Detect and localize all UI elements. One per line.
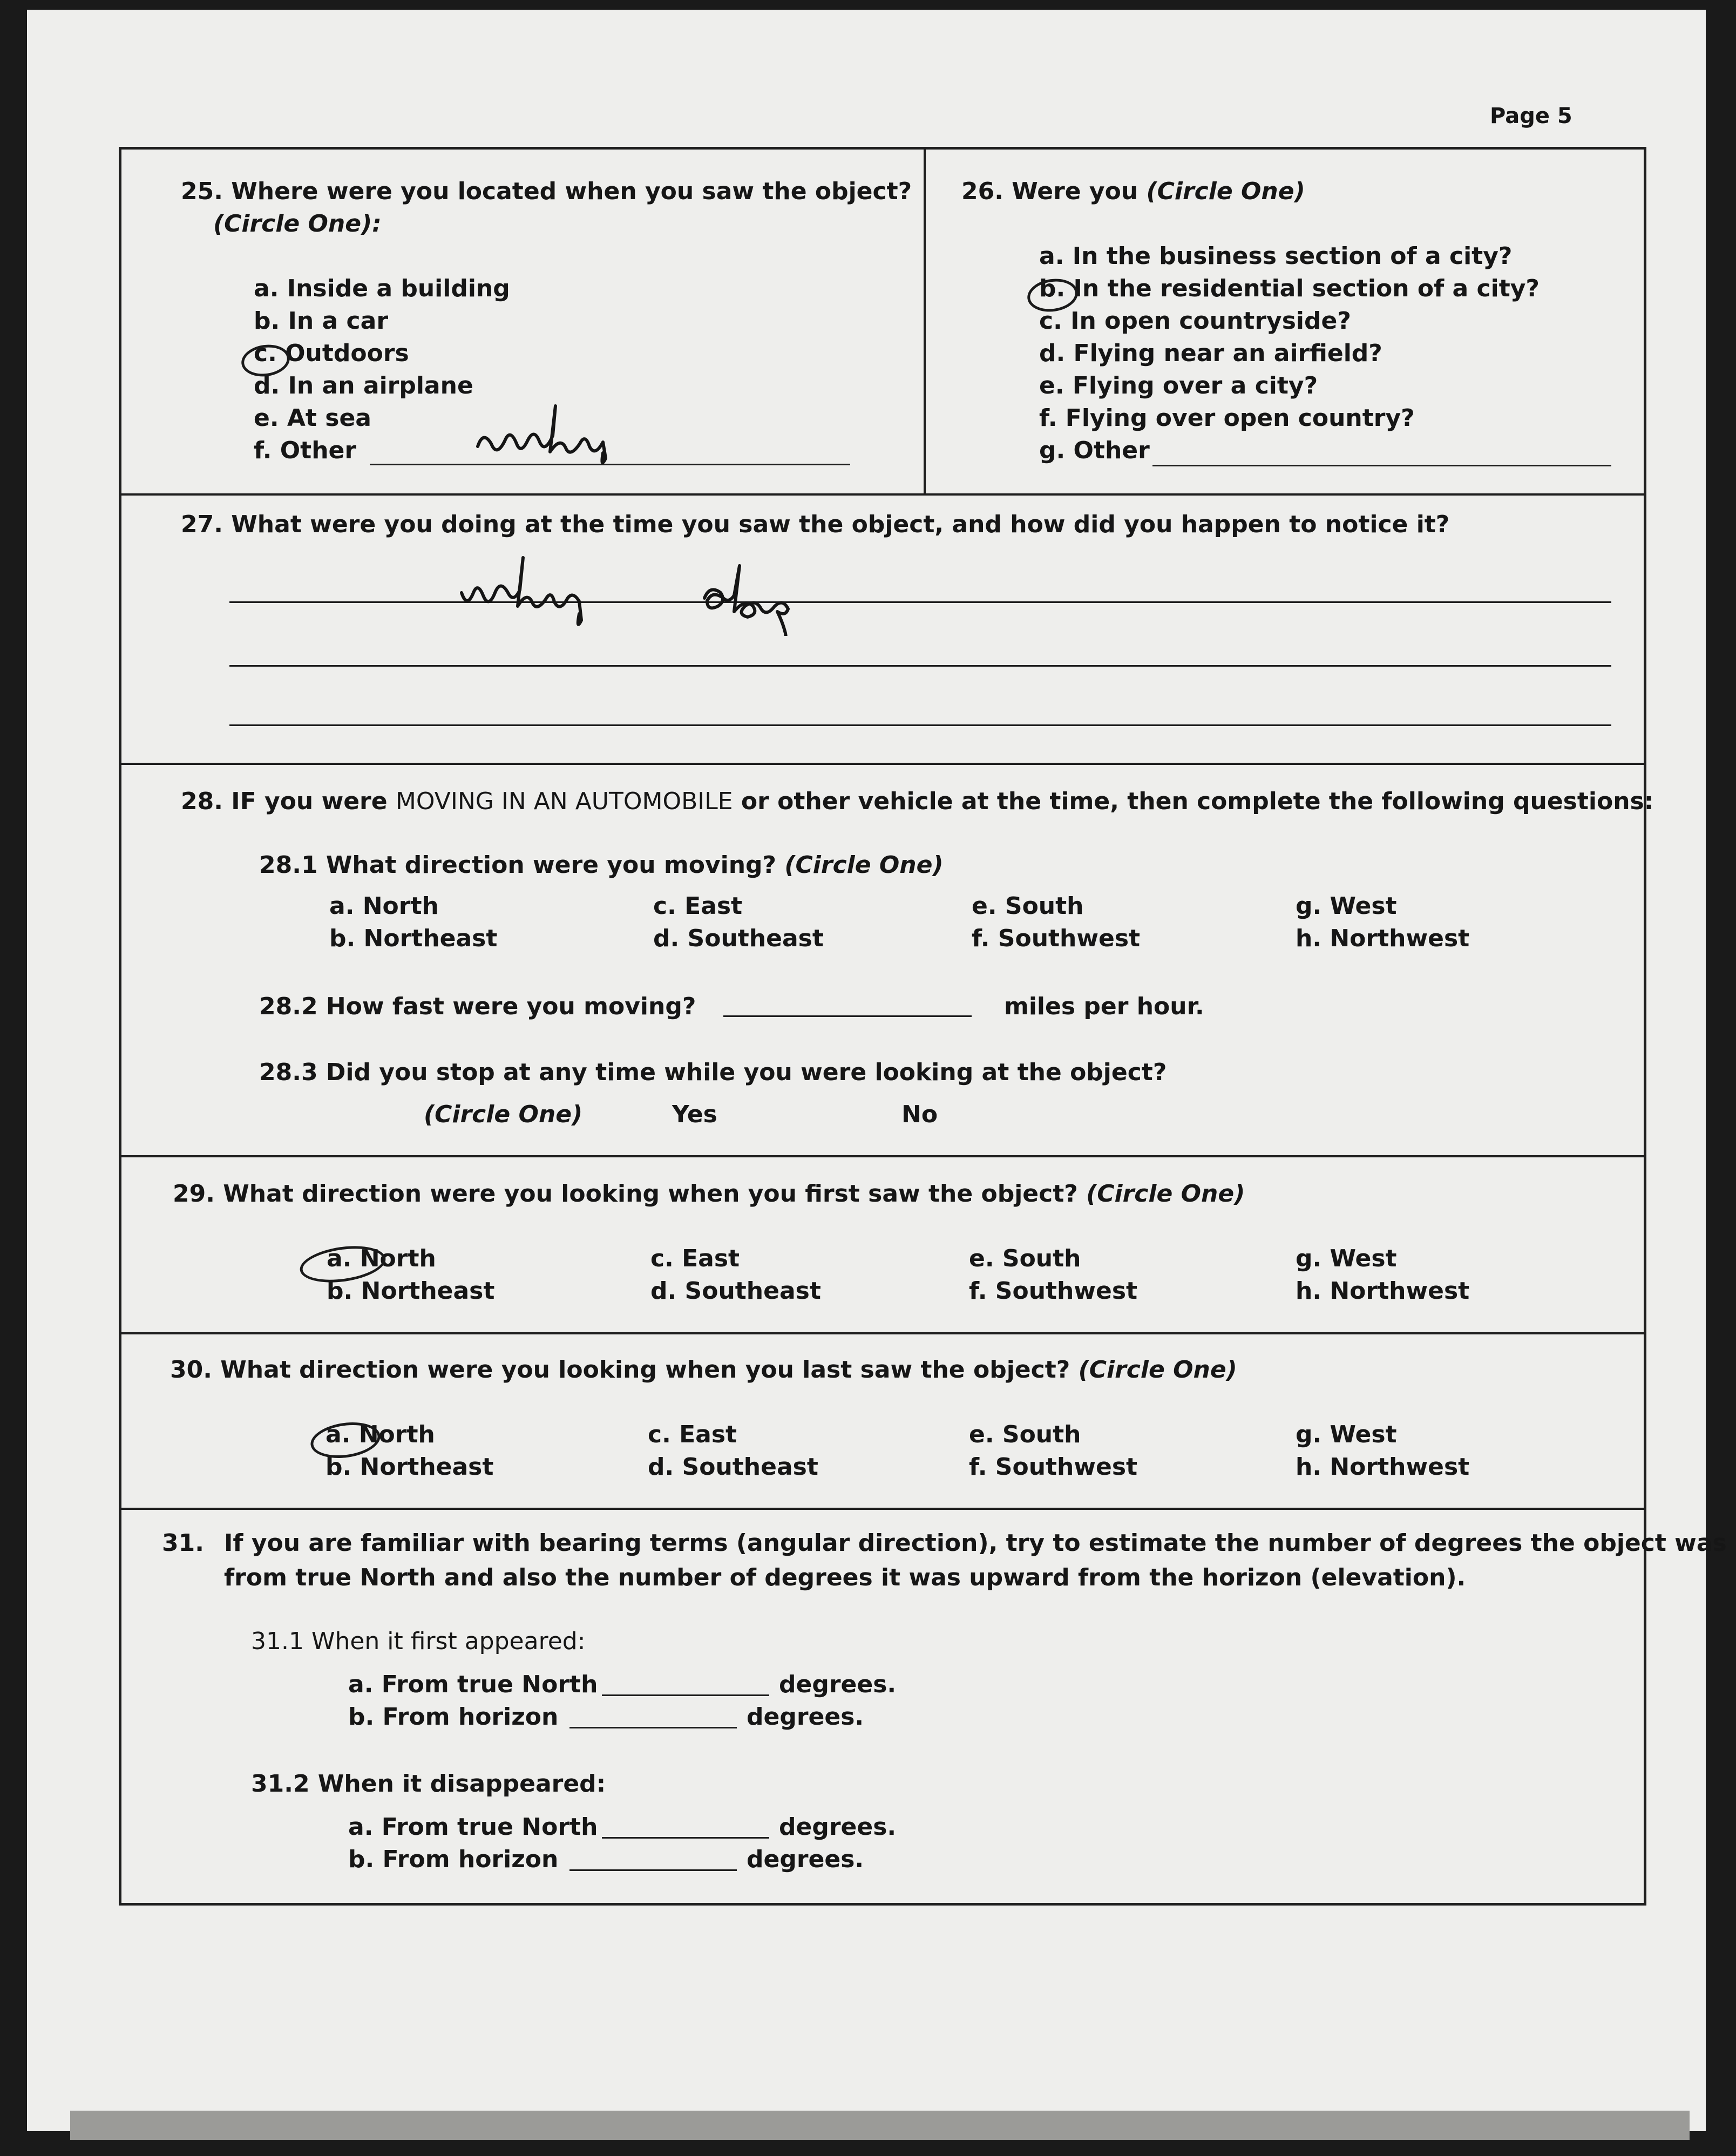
- q27-handwriting: [445, 550, 910, 636]
- questionnaire-form: [119, 147, 1727, 1906]
- q25-option-f[interactable]: f. Other: [254, 437, 357, 464]
- section-28: [121, 765, 1654, 1157]
- q29-option-a[interactable]: a. North: [327, 1245, 436, 1272]
- q30-option-c[interactable]: c. East: [648, 1421, 737, 1448]
- q25-option-d[interactable]: d. In an airplane: [254, 372, 473, 399]
- q26-question-wrap: [961, 178, 1305, 206]
- q28-3-yes[interactable]: Yes: [672, 1101, 717, 1128]
- section-25-26: [121, 150, 1644, 496]
- q28-1-option-e[interactable]: e. South: [972, 892, 1084, 920]
- q29-option-c[interactable]: c. East: [650, 1245, 740, 1272]
- q26-instruction: (Circle One): [1146, 178, 1305, 205]
- q31-1-b: b. From horizon: [348, 1703, 559, 1731]
- q28-question-pre: 28. IF you were: [181, 788, 396, 815]
- q31-1-b-unit: degrees.: [747, 1703, 864, 1731]
- q31-2-label: 31.2 When it disappeared:: [251, 1770, 606, 1798]
- section-27: [121, 496, 1644, 765]
- q31-question-line1: If you are familiar with bearing terms (angular direction), try to estimate the number of degrees the object was: [224, 1529, 1727, 1557]
- q29-option-h[interactable]: h. Northwest: [1296, 1277, 1470, 1305]
- q31-2-b-line[interactable]: [569, 1869, 737, 1871]
- q31-1-b-line[interactable]: [569, 1727, 737, 1728]
- q29-instruction: (Circle One): [1086, 1180, 1245, 1208]
- q31-number: 31.: [162, 1529, 204, 1557]
- q29-option-d[interactable]: d. Southeast: [650, 1277, 821, 1305]
- page-number: Page 5: [1490, 104, 1572, 128]
- q28-1-option-d[interactable]: d. Southeast: [653, 925, 824, 952]
- q28-2-label: 28.2 How fast were you moving?: [259, 993, 696, 1020]
- q28-question-post: or other vehicle at the time, then complete the following questions:: [733, 788, 1654, 815]
- q30-option-f[interactable]: f. Southwest: [969, 1453, 1138, 1481]
- q27-line-1: [229, 601, 1611, 603]
- q31-1-a-line[interactable]: [602, 1694, 769, 1696]
- q26-other-line: [1152, 465, 1611, 466]
- section-29: [121, 1157, 1644, 1334]
- q31-2-a-line[interactable]: [602, 1837, 769, 1839]
- q30-option-g[interactable]: g. West: [1296, 1421, 1397, 1448]
- q25-option-c[interactable]: c. Outdoors: [254, 340, 409, 367]
- q30-question: 30. What direction were you looking when you last saw the object?: [170, 1356, 1070, 1384]
- q29-option-e[interactable]: e. South: [969, 1245, 1081, 1272]
- q28-1-option-g[interactable]: g. West: [1296, 892, 1397, 920]
- q28-1-option-h[interactable]: h. Northwest: [1296, 925, 1470, 952]
- q25-question: 25. Where were you located when you saw the object?: [181, 178, 912, 205]
- q28-1-label: 28.1 What direction were you moving?: [259, 851, 777, 879]
- section-31: [121, 1510, 1727, 1908]
- q30-wrap: [170, 1356, 1237, 1385]
- q25-handwriting: [467, 398, 683, 468]
- q29-wrap: [173, 1180, 1245, 1209]
- q25-option-e[interactable]: e. At sea: [254, 404, 372, 432]
- q28-3-label: 28.3 Did you stop at any time while you were looking at the object?: [259, 1059, 1167, 1086]
- q26-option-c[interactable]: c. In open countryside?: [1039, 307, 1351, 335]
- q26-question: 26. Were you: [961, 178, 1138, 205]
- q31-1-a-unit: degrees.: [779, 1671, 897, 1698]
- q29-option-g[interactable]: g. West: [1296, 1245, 1397, 1272]
- q30-option-e[interactable]: e. South: [969, 1421, 1081, 1448]
- q27-line-3: [229, 724, 1611, 726]
- q28-1-option-b[interactable]: b. Northeast: [329, 925, 498, 952]
- q26-option-g[interactable]: g. Other: [1039, 437, 1150, 464]
- scan-bottom-edge: [70, 2111, 1690, 2140]
- section-30: [121, 1334, 1644, 1510]
- q28-2-unit: miles per hour.: [1004, 993, 1204, 1020]
- q29-option-b[interactable]: b. Northeast: [327, 1277, 495, 1305]
- q31-2-b: b. From horizon: [348, 1846, 559, 1873]
- q25-option-a[interactable]: a. Inside a building: [254, 275, 510, 302]
- q31-2-b-unit: degrees.: [747, 1846, 864, 1873]
- q27-line-2: [229, 665, 1611, 667]
- q26-option-f[interactable]: f. Flying over open country?: [1039, 404, 1415, 432]
- q25-instruction: (Circle One):: [213, 210, 382, 238]
- q31-question-line2: from true North and also the number of degrees it was upward from the horizon (elevation).: [224, 1564, 1466, 1591]
- q26-option-a[interactable]: a. In the business section of a city?: [1039, 242, 1513, 270]
- q31-2-a: a. From true North: [348, 1813, 598, 1841]
- column-divider: [924, 150, 926, 493]
- q30-option-b[interactable]: b. Northeast: [326, 1453, 494, 1481]
- q31-2-a-unit: degrees.: [779, 1813, 897, 1841]
- q30-option-d[interactable]: d. Southeast: [648, 1453, 818, 1481]
- q29-option-f[interactable]: f. Southwest: [969, 1277, 1138, 1305]
- q28-1-option-c[interactable]: c. East: [653, 892, 743, 920]
- q28-question: [181, 788, 1653, 816]
- q25-option-b[interactable]: b. In a car: [254, 307, 389, 335]
- q28-1-option-a[interactable]: a. North: [329, 892, 439, 920]
- q27-question: 27. What were you doing at the time you saw the object, and how did you happen to notice it?: [181, 511, 1450, 538]
- q26-option-b[interactable]: b. In the residential section of a city?: [1039, 275, 1540, 302]
- q26-option-e[interactable]: e. Flying over a city?: [1039, 372, 1318, 399]
- q28-question-caps: MOVING IN AN AUTOMOBILE: [395, 788, 733, 815]
- q29-question: 29. What direction were you looking when you first saw the object?: [173, 1180, 1078, 1208]
- q30-option-a[interactable]: a. North: [326, 1421, 435, 1448]
- q28-3-instruction: (Circle One): [424, 1101, 583, 1128]
- q28-3-no[interactable]: No: [901, 1101, 938, 1128]
- q28-1-instruction: (Circle One): [784, 851, 944, 879]
- q31-1-a: a. From true North: [348, 1671, 598, 1698]
- q26-option-d[interactable]: d. Flying near an airfield?: [1039, 340, 1382, 367]
- q31-1-label: 31.1 When it first appeared:: [251, 1628, 586, 1655]
- q28-1-option-f[interactable]: f. Southwest: [972, 925, 1141, 952]
- q28-2-speed-line[interactable]: [723, 1015, 972, 1017]
- q30-option-h[interactable]: h. Northwest: [1296, 1453, 1470, 1481]
- q30-instruction: (Circle One): [1078, 1356, 1237, 1384]
- q28-1-wrap: [259, 851, 944, 880]
